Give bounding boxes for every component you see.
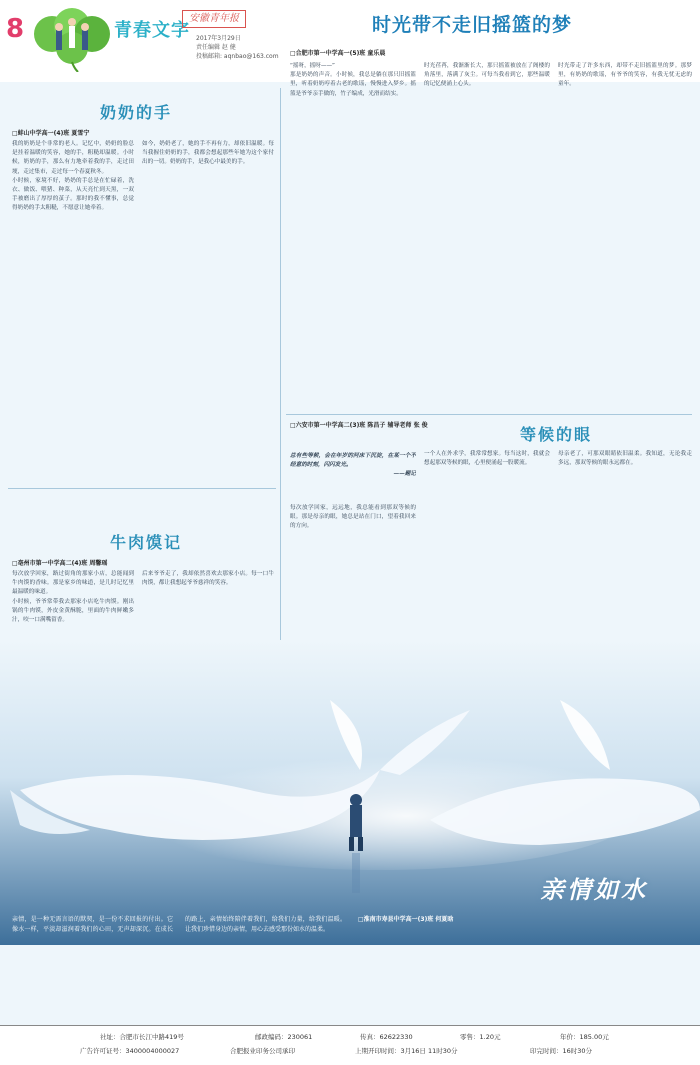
article-title-grandma-hands: 奶奶的手 bbox=[100, 103, 173, 122]
footer-price: 零售：1.20元 bbox=[460, 1033, 501, 1041]
paragraph: 一个人在外求学，我常常想家。每当这时，我就会想起那双等候的眼，心里便涌起一股暖流。 bbox=[424, 451, 550, 467]
paragraph: 小时候，爷爷常带我去那家小店吃牛肉馍。刚出锅的牛肉馍，外皮金黄酥脆，里面的牛肉鲜嫩多汁，咬一口满嘴留香。 bbox=[12, 598, 134, 624]
section-divider bbox=[8, 488, 276, 489]
paragraph: 时光荏苒，我渐渐长大，那只摇篮被放在了阁楼的角落里，落满了灰尘。可每当我看到它，那些温暖的记忆便涌上心头。 bbox=[424, 63, 550, 88]
submission-email: 投稿邮箱: aqnbao@163.com bbox=[196, 53, 279, 60]
bottom-column-text bbox=[12, 915, 692, 1011]
article-epigraph bbox=[290, 452, 416, 502]
paragraph: 每次放学回家，远远地，我总能看到那双等候的眼。那是母亲的眼，她总是站在门口，望着我回来的方向。 bbox=[290, 505, 416, 530]
article-byline: □亳州市第一中学高二(4)班 周馨瑶 bbox=[12, 560, 108, 567]
footer-print-start: 上期开印时间：3月16日 11时30分 bbox=[355, 1047, 458, 1055]
article-title-waiting-eyes: 等候的眼 bbox=[520, 425, 593, 444]
article-byline: □六安市第一中学高二(3)班 陈昌子 辅导老师 张 俊 bbox=[290, 422, 428, 429]
footer-license: 广告许可证号：3400004000027 bbox=[80, 1047, 180, 1055]
header-meta bbox=[196, 34, 279, 61]
epigraph-sign: ——题记 bbox=[393, 471, 416, 478]
footer-print-end: 印完时间：16时30分 bbox=[530, 1047, 593, 1055]
article-byline: □合肥市第一中学高一(5)班 童乐晨 bbox=[290, 50, 386, 57]
article-body-column bbox=[12, 570, 134, 640]
paragraph: 小时候，家境不好，奶奶的手总是在忙碌着，洗衣、做饭、喂猪、种菜，从天亮忙到天黑，一双手被磨出了厚厚的茧子。那时的我不懂事，总觉得奶奶的手太粗糙，不愿意让她牵着。 bbox=[12, 177, 134, 212]
paragraph: 每次放学回家，路过街角的那家小店，总能闻到牛肉馍的香味。那是家乡的味道，是儿时记忆里最温暖的味道。 bbox=[12, 571, 134, 596]
article-body-column bbox=[558, 450, 692, 640]
paragraph: 那是奶奶的声音。小时候，我总是躺在那只旧摇篮里，听着奶奶哼着古老的歌谣，慢慢进入梦乡。摇篮是爷爷亲手做的，竹子编成，光滑而结实。 bbox=[290, 72, 416, 97]
paragraph: “摇呀，摇呀——” bbox=[290, 63, 335, 69]
footer-address: 社址：合肥市长江中路419号 bbox=[100, 1033, 184, 1041]
clover-students-illustration bbox=[32, 6, 112, 72]
article-body-column bbox=[142, 570, 274, 640]
footer-fax: 传真：62622330 bbox=[360, 1033, 413, 1041]
article-body-column bbox=[424, 62, 550, 406]
bottom-column-author: □淮南市寿县中学高一(3)班 何夏晗 bbox=[358, 916, 454, 923]
paper-logo: 安徽青年报 bbox=[182, 10, 246, 28]
article-body-column bbox=[424, 450, 550, 640]
paragraph: 母亲老了，可那双眼睛依旧温柔。我知道，无论我走多远，那双等候的眼永远都在。 bbox=[558, 451, 692, 467]
paragraph: 后来爷爷走了，我却依然喜欢去那家小店。每一口牛肉馍，都让我想起爷爷慈祥的笑容。 bbox=[142, 571, 274, 587]
article-byline: □蚌山中学高一(4)班 夏雪宁 bbox=[12, 130, 90, 137]
page-footer bbox=[0, 1025, 700, 1065]
article-body-column bbox=[12, 140, 134, 480]
paragraph: 亲情，是一种无需言语的默契，是一份不求回报的付出。它像水一样，平淡却滋润着我们的心田，无声却深沉。在成长的路上，亲情始终陪伴着我们，给我们力量，给我们温暖。让我们珍惜身边的亲情，用心去感受那份如水的温柔。 bbox=[12, 916, 346, 933]
column-divider bbox=[280, 88, 281, 640]
page-number: 8 bbox=[6, 14, 25, 44]
paragraph: 如今，奶奶老了，她的手不再有力，却依旧温暖。每当我握住奶奶的手，我都会想起那些年她为这个家付出的一切。奶奶的手，是我心中最美的手。 bbox=[142, 141, 274, 166]
article-body-column bbox=[290, 62, 416, 406]
section-divider bbox=[286, 414, 692, 415]
article-body-column bbox=[290, 504, 416, 640]
feature-title: 时光带不走旧摇篮的梦 bbox=[372, 14, 573, 36]
issue-date: 2017年3月29日 bbox=[196, 35, 241, 42]
paragraph: 时光带走了许多东西，却带不走旧摇篮里的梦。那梦里，有奶奶的歌谣，有爷爷的笑容，有我无忧无虑的童年。 bbox=[558, 63, 692, 88]
footer-printer: 合肥报业印务公司承印 bbox=[230, 1047, 295, 1055]
column-title: 青春文字 bbox=[114, 20, 190, 41]
footer-yearly-price: 年价：185.00元 bbox=[560, 1033, 609, 1041]
paragraph: 我的奶奶是个非常的老人。记忆中，奶奶的脸总是挂着温暖的笑容，她的手，粗糙却温暖。小时候，奶奶的手，那么有力地牵着我的手，走过田埂，走过集市，走过每一个春夏秋冬。 bbox=[12, 141, 134, 175]
article-body-column bbox=[558, 62, 692, 406]
article-title-beef-bun: 牛肉馍记 bbox=[110, 533, 183, 552]
article-body-column bbox=[142, 140, 274, 480]
editor: 责任编辑 赵 健 bbox=[196, 44, 236, 51]
footer-postcode: 邮政编码：230061 bbox=[255, 1033, 313, 1041]
epigraph-text: 总有些等候，会在年岁的河床下沉淀，在某一个不经意的时刻，闪闪发光。 bbox=[290, 453, 416, 469]
artwork-caption: 亲情如水 bbox=[540, 875, 648, 904]
